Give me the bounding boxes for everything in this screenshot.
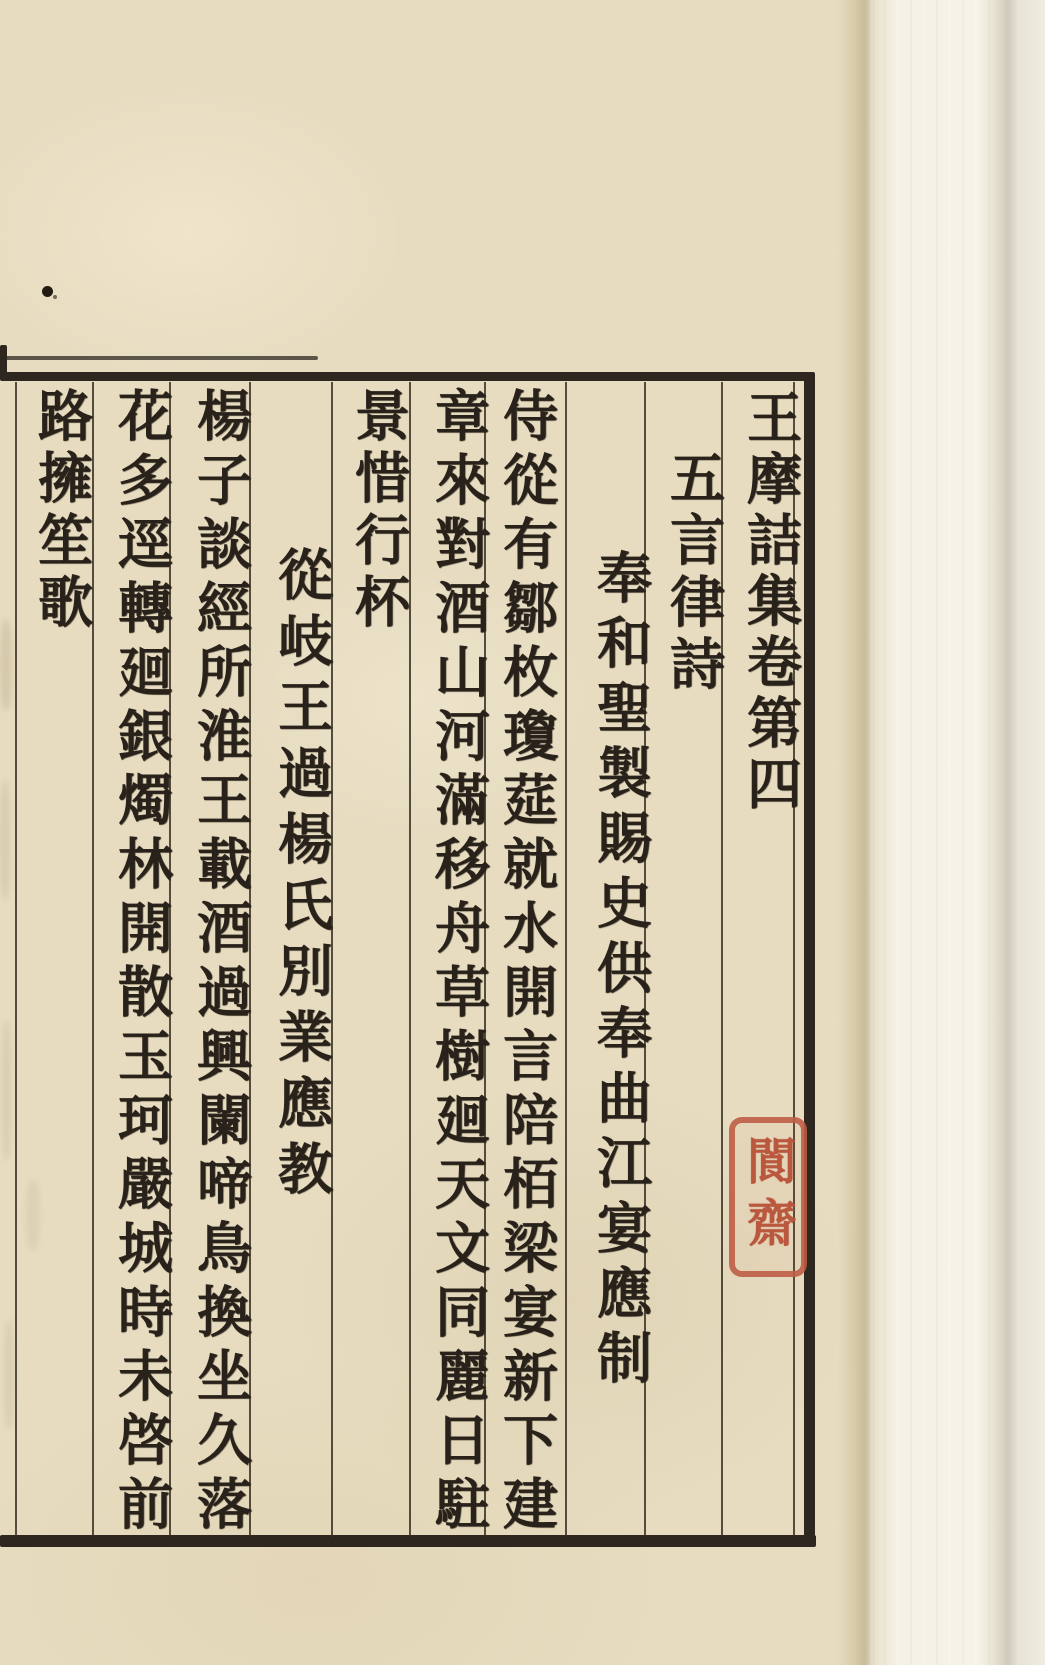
- bleedthrough-mark: [0, 780, 10, 900]
- poem2-text-column-3: 路擁笙歌: [29, 387, 94, 635]
- poem2-title-column: 從岐王過楊氏別業應教: [269, 546, 334, 1206]
- column-divider: [15, 382, 17, 1537]
- wormhole-dot-small: [53, 295, 57, 299]
- collector-seal: [729, 1117, 807, 1277]
- poem2-text-column-2: 花多逕轉廻銀燭林開散玉珂嚴城時未啓前: [109, 387, 174, 1539]
- bleedthrough-mark: [2, 1020, 11, 1160]
- poem1-text-column-1: 侍從有鄒枚瓊莚就水開言陪栢梁宴新下建: [494, 387, 559, 1539]
- bleedthrough-mark: [4, 1320, 14, 1430]
- volume-title-column: 王摩詰集卷第四: [738, 389, 803, 816]
- frame-top-rule: [0, 372, 814, 381]
- collector-seal-text: 閬齋: [739, 1135, 798, 1259]
- page-curl-streaks: [870, 0, 1000, 1665]
- wormhole-dot: [42, 286, 53, 297]
- bleedthrough-mark: [0, 620, 12, 710]
- poem1-text-column-2: 章來對酒山河滿移舟草樹廻天文同麗日駐: [426, 387, 491, 1539]
- bleedthrough-mark: [26, 1180, 40, 1250]
- poem2-text-column-1: 楊子談經所淮王載酒過興闌啼鳥換坐久落: [188, 387, 253, 1539]
- section-heading-column: 五言律詩: [661, 449, 726, 697]
- frame-top-outer-rule: [0, 356, 318, 360]
- poem1-text-column-3: 景惜行杯: [346, 387, 411, 635]
- poem1-title-column: 奉和聖製賜史供奉曲江宴應制: [588, 549, 653, 1394]
